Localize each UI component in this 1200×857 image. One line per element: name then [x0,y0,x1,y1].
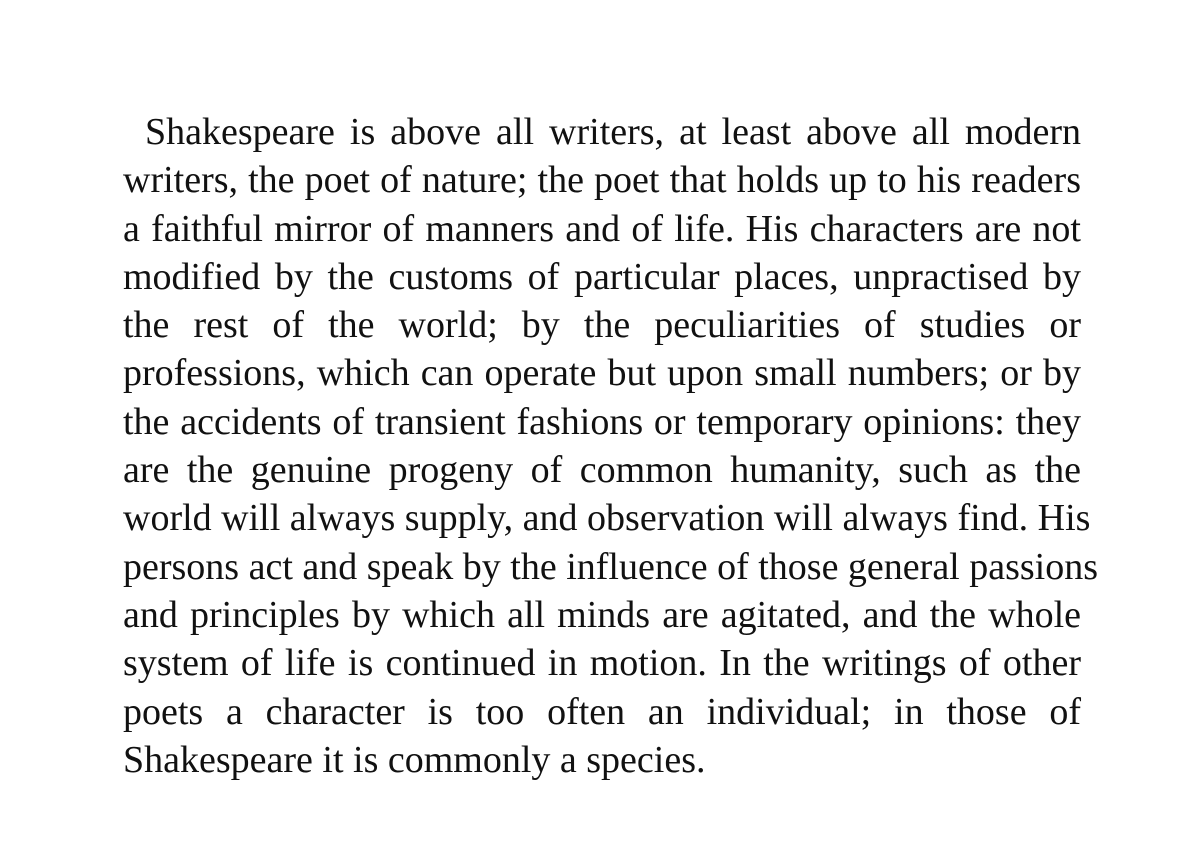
text-line: Shakespeare is above all writers, at least above all modern [145,111,1081,153]
text-line: modified by the customs of particular places, unpractised by [123,255,1081,298]
text-line: professions, which can operate but upon small numbers; or by [123,352,1081,395]
body-paragraph [123,108,1099,784]
text-line: writers, the poet of nature; the poet that holds up to his readers [123,159,1081,202]
text-line: poets a character is too often an individual; in those of [123,690,1081,733]
text-line: system of life is continued in motion. In the writings of other [123,642,1081,685]
text-line: Shakespeare it is commonly a species. [123,738,706,781]
text-line: the rest of the world; by the peculiarities of studies or [123,304,1081,347]
text-line: are the genuine progeny of common humanity, such as the [123,449,1081,492]
text-line: world will always supply, and observation will always find. His [123,497,1091,540]
text-line: a faithful mirror of manners and of life. His characters are not [123,207,1081,250]
text-line: persons act and speak by the influence of those general passions [123,545,1099,588]
text-line: and principles by which all minds are agitated, and the whole [123,593,1081,636]
text-line: the accidents of transient fashions or temporary opinions: they [123,400,1081,443]
